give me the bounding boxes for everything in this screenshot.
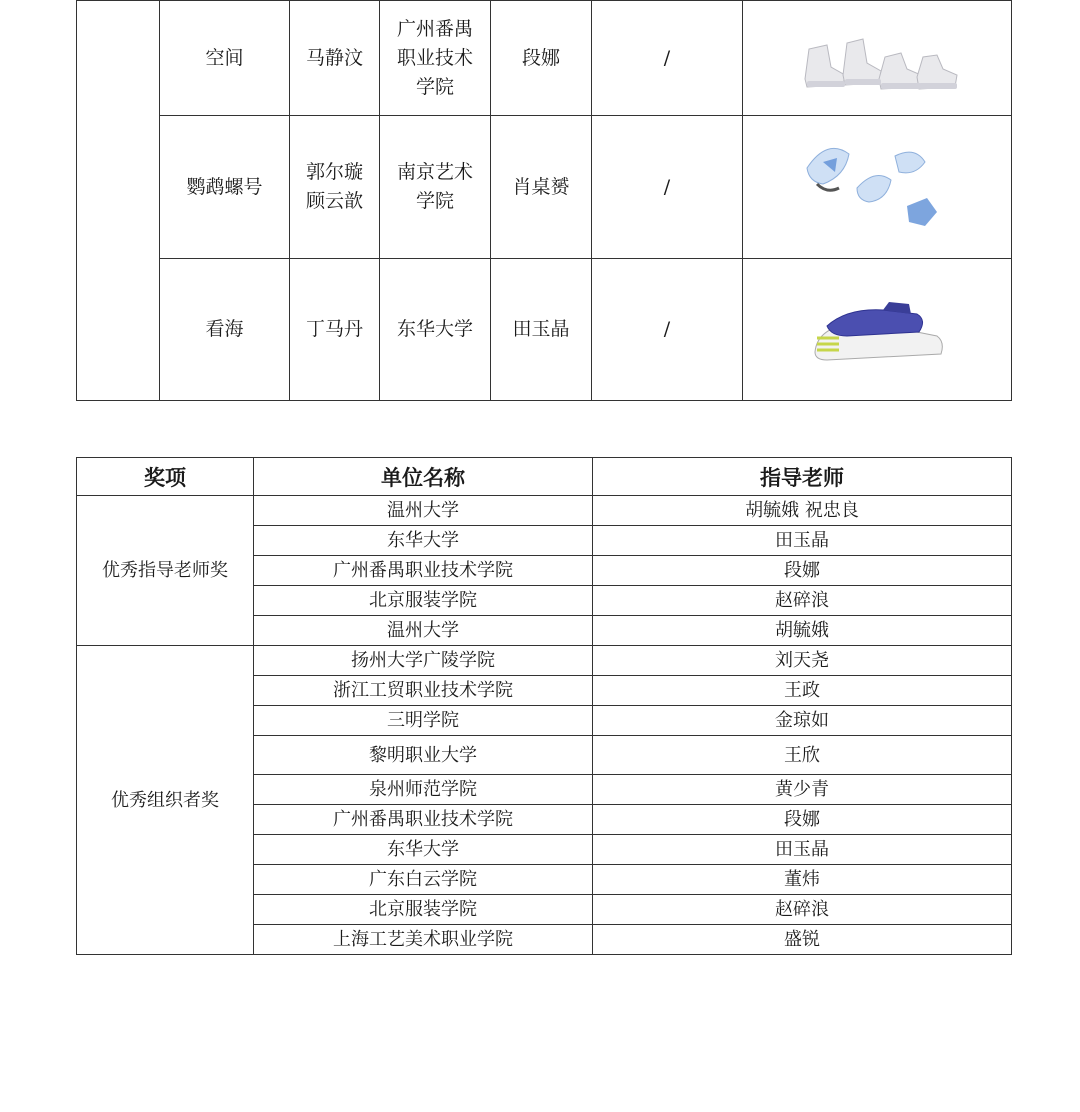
category-cell: [77, 1, 160, 401]
teacher-name: 赵碎浪: [593, 586, 1012, 616]
header-unit: 单位名称: [254, 458, 593, 496]
unit-name: 温州大学: [254, 616, 593, 646]
work-name: 鹦鹉螺号: [160, 116, 290, 259]
unit-name: 泉州师范学院: [254, 775, 593, 805]
unit-name: 广州番禺职业技术学院: [254, 556, 593, 586]
teacher-name: 董炜: [593, 865, 1012, 895]
teacher-name: 赵碎浪: [593, 895, 1012, 925]
teacher-name: 田玉晶: [593, 526, 1012, 556]
table-row: [77, 496, 1012, 526]
work-note: /: [592, 259, 743, 401]
unit-name: 东华大学: [254, 526, 593, 556]
award-name: 优秀指导老师奖: [77, 496, 254, 646]
unit-name: 广州番禺职业技术学院: [254, 805, 593, 835]
work-authors: 丁马丹: [290, 259, 380, 401]
work-advisor: 田玉晶: [491, 259, 592, 401]
teacher-name: 刘天尧: [593, 646, 1012, 676]
teacher-name: 胡毓娥: [593, 616, 1012, 646]
work-school: 南京艺术 学院: [380, 116, 491, 259]
header-teacher: 指导老师: [593, 458, 1012, 496]
work-image: [743, 1, 1012, 116]
teacher-name: 田玉晶: [593, 835, 1012, 865]
unit-name: 东华大学: [254, 835, 593, 865]
work-advisor: 肖桌赟: [491, 116, 592, 259]
table-header-row: [77, 458, 1012, 496]
teacher-name: 王欣: [593, 736, 1012, 775]
work-authors: 郭尔璇 顾云歆: [290, 116, 380, 259]
work-school: 东华大学: [380, 259, 491, 401]
sneakers-photo-icon: [787, 9, 967, 99]
teacher-name: 金琼如: [593, 706, 1012, 736]
work-name: 看海: [160, 259, 290, 401]
table-row: [77, 646, 1012, 676]
award-name: 优秀组织者奖: [77, 646, 254, 955]
teacher-name: 黄少青: [593, 775, 1012, 805]
chunky-sneaker-photo-icon: [787, 280, 967, 370]
unit-name: 浙江工贸职业技术学院: [254, 676, 593, 706]
unit-name: 三明学院: [254, 706, 593, 736]
table-row: [77, 1, 1012, 116]
work-school: 广州番禺 职业技术 学院: [380, 1, 491, 116]
teacher-name: 胡毓娥 祝忠良: [593, 496, 1012, 526]
work-note: /: [592, 116, 743, 259]
glass-sculpture-photo-icon: [787, 128, 967, 238]
works-table: [76, 0, 1012, 401]
unit-name: 扬州大学广陵学院: [254, 646, 593, 676]
teacher-name: 段娜: [593, 805, 1012, 835]
unit-name: 北京服装学院: [254, 586, 593, 616]
work-image: [743, 116, 1012, 259]
unit-name: 广东白云学院: [254, 865, 593, 895]
work-name: 空间: [160, 1, 290, 116]
work-advisor: 段娜: [491, 1, 592, 116]
awards-table: [76, 457, 1012, 955]
teacher-name: 盛锐: [593, 925, 1012, 955]
teacher-name: 段娜: [593, 556, 1012, 586]
unit-name: 上海工艺美术职业学院: [254, 925, 593, 955]
unit-name: 温州大学: [254, 496, 593, 526]
work-note: /: [592, 1, 743, 116]
work-authors: 马静汶: [290, 1, 380, 116]
header-award: 奖项: [77, 458, 254, 496]
table-row: [77, 259, 1012, 401]
table-row: [77, 116, 1012, 259]
work-image: [743, 259, 1012, 401]
teacher-name: 王政: [593, 676, 1012, 706]
unit-name: 北京服装学院: [254, 895, 593, 925]
unit-name: 黎明职业大学: [254, 736, 593, 775]
